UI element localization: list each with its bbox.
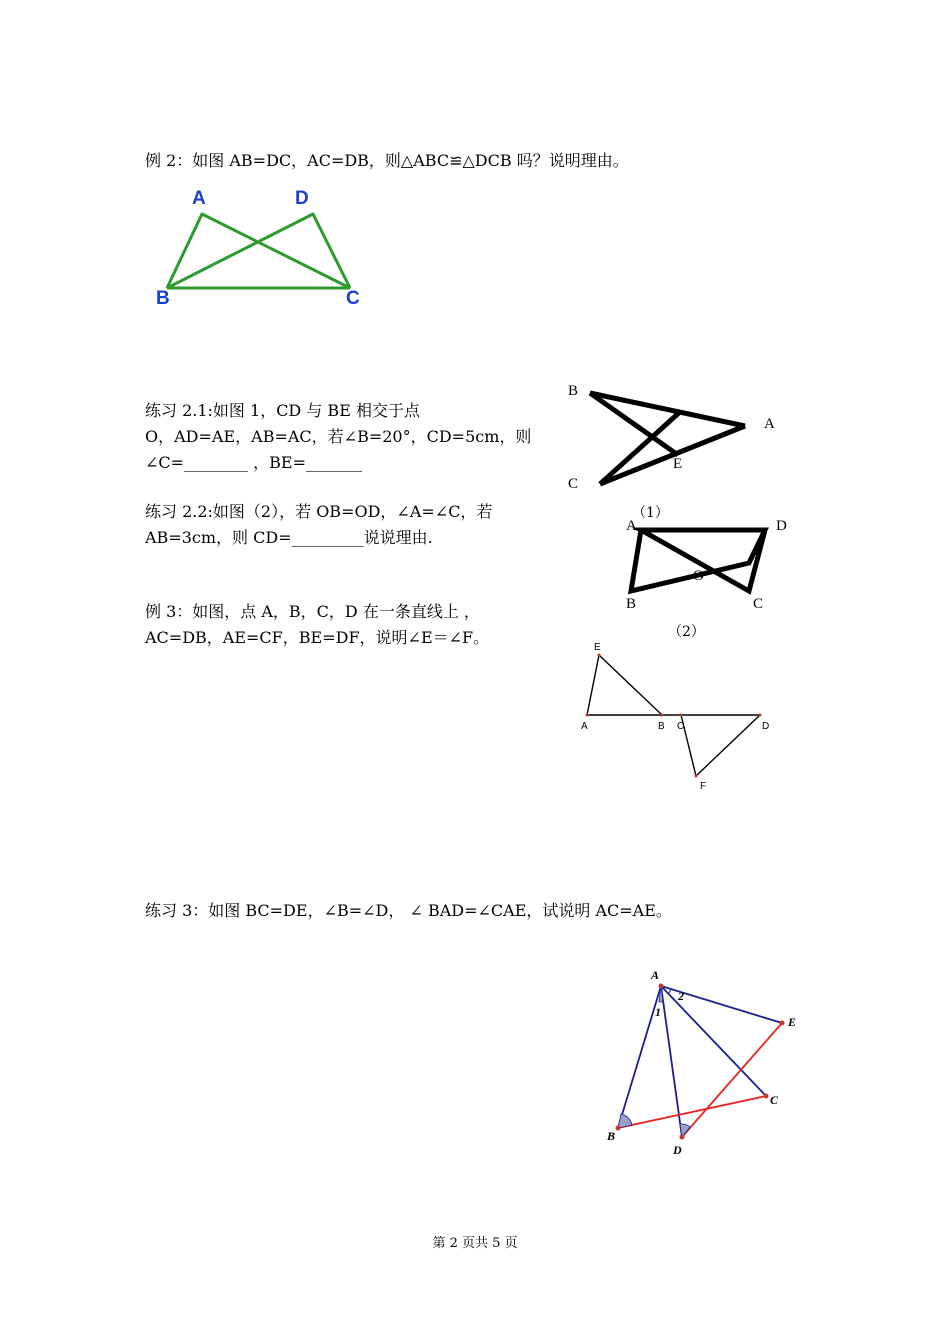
segment-eb bbox=[599, 655, 662, 715]
exercise2-1-line2: O，AD=AE，AB=AC，若∠B=20°，CD=5cm，则 bbox=[145, 427, 532, 446]
fig1-label-b: B bbox=[568, 383, 579, 399]
exercise3-figure bbox=[590, 962, 820, 1162]
angle-2-mark bbox=[668, 989, 671, 994]
example2-text: 例 2：如图 AB=DC，AC=DB，则△ABC≌△DCB 吗？说明理由。 bbox=[145, 151, 629, 170]
fig3-label-d: D bbox=[762, 721, 770, 732]
ex3-label-d: D bbox=[673, 1143, 682, 1157]
segment-bc bbox=[618, 1096, 766, 1128]
ex3-label-c: C bbox=[770, 1093, 779, 1107]
ex3-label-b: B bbox=[607, 1129, 616, 1143]
fig2-label-b: B bbox=[626, 596, 637, 612]
example3-line2: AC=DB，AE=CF，BE=DF，说明∠E＝∠F。 bbox=[145, 628, 490, 647]
fig2-label-o: O bbox=[693, 568, 704, 584]
point-label-c: C bbox=[346, 288, 360, 309]
fig2-label-a: A bbox=[626, 518, 637, 534]
ex3-angle-label-2: 2 bbox=[678, 989, 684, 1003]
point-label-a: A bbox=[192, 188, 206, 209]
triangle-abc-outline bbox=[167, 214, 350, 288]
figure1 bbox=[560, 378, 790, 498]
ex3-label-a: A bbox=[651, 968, 660, 982]
exercise3-text: 练习 3：如图 BC=DE，∠B=∠D， ∠ BAD=∠CAE，试说明 AC=AE。 bbox=[145, 901, 672, 920]
fig2-label-c: C bbox=[753, 596, 764, 612]
segment-ae bbox=[587, 655, 599, 715]
triangle-dcb-outline bbox=[167, 214, 350, 288]
segment-de bbox=[682, 1023, 782, 1137]
fig1-label-c: C bbox=[568, 476, 579, 492]
figure2-caption: （2） bbox=[668, 624, 705, 640]
fig2-label-d: D bbox=[776, 518, 787, 534]
fig3-label-c: C bbox=[677, 721, 685, 732]
exercise2-1-line3: ∠C=________ ，BE=_______ bbox=[145, 453, 362, 472]
segment-ac bbox=[600, 426, 745, 484]
page-footer: 第 2 页共 5 页 bbox=[432, 1236, 518, 1251]
figure1-caption: （1） bbox=[632, 505, 669, 521]
exercise2-2-line1: 练习 2.2:如图（2），若 OB=OD，∠A=∠C，若 bbox=[145, 502, 493, 521]
example3-line1: 例 3：如图，点 A，B，C，D 在一条直线上 ， bbox=[145, 602, 480, 621]
fig1-label-e: E bbox=[673, 456, 683, 472]
exercise2-2-line2: AB=3cm，则 CD=_________说说理由. bbox=[145, 528, 433, 547]
example2-figure bbox=[150, 180, 380, 310]
point-label-b: B bbox=[156, 288, 170, 309]
fig1-label-a: A bbox=[764, 416, 775, 432]
fig3-label-b: B bbox=[658, 721, 665, 732]
fig3-label-f: F bbox=[700, 781, 707, 792]
segment-df bbox=[696, 715, 760, 776]
fig3-label-a: A bbox=[581, 721, 588, 732]
ex3-angle-label-1: 1 bbox=[655, 1005, 661, 1019]
exercise2-1-line1: 练习 2.1:如图 1，CD 与 BE 相交于点 bbox=[145, 401, 420, 420]
ex3-label-e: E bbox=[788, 1015, 797, 1029]
fig3-label-e: E bbox=[594, 642, 601, 653]
figure2 bbox=[620, 514, 800, 614]
point-label-d: D bbox=[295, 188, 309, 209]
figure3 bbox=[570, 636, 790, 796]
